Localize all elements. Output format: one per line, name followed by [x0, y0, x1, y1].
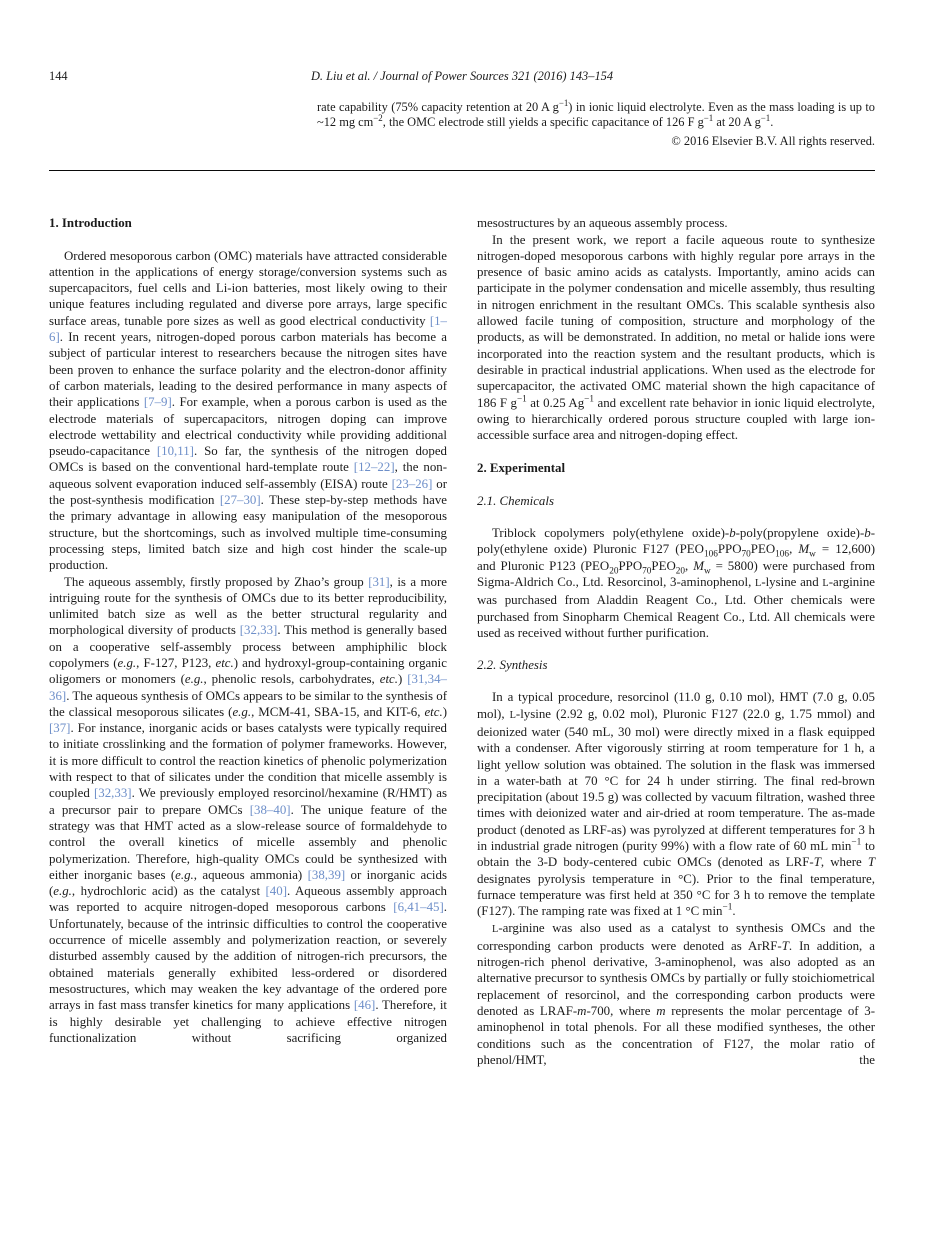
text-run: . The unique feature of the strategy was that HMT acted as a slow-release source of formaldehyde to control the overall kinetics of micelle assembly and phenolic polymerization. Therefore, high-quality OMCs could be synthesized with either inorganic bases ( — [49, 802, 447, 882]
citation-link[interactable]: [23–26] — [391, 476, 433, 491]
abstract-continuation — [317, 97, 875, 149]
text-run: . These step-by-step methods have the primary advantage in allowing easy manipulation of the mesoporous structure, but the shortcomings, such as involved multiple time-consuming processing steps, limited batch size and high cost hinder the scale-up production. — [49, 493, 447, 573]
text-run: −1 — [722, 902, 733, 913]
text-run: , the OMC electrode still yields a specific capacitance of 126 F g — [382, 115, 704, 130]
text-run: 106 — [775, 549, 790, 560]
text-run: The aqueous assembly, firstly proposed by Zhao’s group — [64, 574, 369, 589]
article-body — [49, 215, 875, 1068]
text-run: etc. — [215, 656, 234, 670]
citation-link[interactable]: [12–22] — [353, 460, 395, 475]
text-run: designates pyrolysis temperature in °C). Prior to the final temperature, furnace temperature was first held at 350 °C for 3 h to remove the template (F127). The ramping rate was fixed at 1 °C min — [477, 871, 875, 919]
text-run: . — [770, 115, 774, 130]
text-run: rate capability (75% capacity retention at 20 A g — [317, 100, 559, 114]
text-run: , where — [820, 855, 868, 870]
citation-link[interactable]: [40] — [265, 884, 287, 899]
text-run: −1 — [851, 837, 862, 848]
text-run: or inorganic acids ( — [49, 867, 447, 899]
copyright-notice: © 2016 Elsevier B.V. All rights reserved. — [671, 134, 875, 149]
subsection-heading: 2.1. Chemicals — [477, 493, 554, 508]
paragraph — [477, 689, 875, 919]
text-run: e.g. — [184, 672, 204, 687]
text-run: = 12,600) and Pluronic P123 (PEO — [477, 542, 875, 573]
citation-link[interactable]: [37] — [49, 721, 71, 736]
text-run: . Aqueous assembly approach was reported to acquire nitrogen-doped mesoporous carbons — [49, 884, 447, 915]
text-run: −1 — [516, 394, 527, 405]
text-run: −1 — [584, 394, 595, 405]
text-run: M — [798, 542, 810, 557]
text-run: T — [813, 855, 821, 870]
text-run: or the post-synthesis modification — [49, 476, 447, 508]
text-run: −1 — [760, 112, 771, 123]
text-run: T — [781, 938, 789, 953]
text-run: L — [492, 923, 499, 935]
text-run: 20 — [609, 566, 619, 577]
text-run: . For instance, inorganic acids or bases catalysts were typically required to initiate crosslinking and the formation of polymer frameworks. However, it is more difficult to control the reaction kinetics of phenolic polymerization with respect to that of silicates under the condition that micelle assembly is coupled — [49, 721, 447, 801]
text-run: to obtain the 3-D body-centered cubic OMCs (denoted as LRF- — [477, 839, 875, 870]
text-run: PEO — [750, 542, 776, 557]
text-run: . We previously employed resorcinol/hexamine (R/HMT) as a precursor pair to prepare OMCs — [49, 786, 447, 817]
text-run: , is a more intriguing route for the synthesis of OMCs due to its better reproducibility, unlimited batch size as well as the better structural regularity and morphological diversity of products — [49, 574, 447, 638]
citation-link[interactable]: [38–40] — [249, 802, 291, 817]
paragraph — [49, 574, 447, 1047]
text-run: −1 — [703, 112, 714, 123]
citation-link[interactable]: [6,41–45] — [393, 900, 444, 915]
text-run: . — [732, 904, 736, 919]
text-run: 20 — [675, 566, 686, 577]
text-run: In a typical procedure, resorcinol (11.0 g, 0.10 mol), HMT (7.0 g, 0.05 mol), — [477, 690, 875, 721]
left-column — [49, 215, 447, 1068]
text-run: -lysine (2.92 g, 0.02 mol), Pluronic F127 (22.0 g, 1.75 mmol) and deionized water (540 mL, 30 mol) were directly mixed in a flask equipped with a condenser. After vigorously stirring at room temperature for 1 h, a light yellow solution was obtained. The solution in the flask was immersed in a water-bath at 70 °C for 24 h under stirring. The final red-brown precipitation (about 19.5 g) was collected by vacuum filtration, washed three times with deionized water and air-dried at room temperature. The as-made product (denoted as LRF-as) was pyrolyzed at different temperatures for 3 h in industrial grade nitrogen (purity 99%) with a flow rate of 60 mL min — [477, 706, 876, 854]
subsection-heading: 2.2. Synthesis — [477, 658, 548, 673]
text-run: 70 — [741, 549, 751, 560]
text-run: e.g. — [232, 704, 252, 719]
text-run: and excellent rate behavior in ionic liquid electrolyte, owing to hierarchically ordered porous structure coupled with large ion-accessible surface area and nitrogen-doping effect. — [477, 395, 875, 443]
text-run: , the non-aqueous solvent evaporation induced self-assembly (EISA) route — [49, 460, 448, 491]
text-run: represents the molar percentage of 3-aminophenol in total phenols. For all these modified syntheses, the other conditions such as the concentration of F127, the molar ratio of phenol/HMT, the — [477, 1004, 876, 1067]
text-run: = 5800) were purchased from Sigma-Aldrich Co., Ltd. Resorcinol, 3-aminophenol, — [477, 558, 875, 589]
text-run: -arginine was also used as a catalyst to synthesis OMCs and the corresponding carbon products were denoted as ArRF- — [477, 920, 875, 953]
text-run: mesostructures by an aqueous assembly process. — [477, 216, 728, 231]
text-run: -poly(propylene oxide)- — [735, 526, 865, 541]
page-number: 144 — [49, 69, 68, 83]
text-run: . The aqueous synthesis of OMCs appears to be similar to the synthesis of the classical mesoporous silicates ( — [49, 688, 447, 719]
text-run: w — [809, 549, 816, 560]
abstract-text — [317, 97, 875, 130]
section-heading: 1. Introduction — [49, 216, 132, 231]
text-run: e.g. — [175, 867, 194, 882]
text-run: Ordered mesoporous carbon (OMC) materials have attracted considerable attention in the applications of energy storage/conversion systems such as supercapacitors, fuel cells and Li-ion batteries, most likely owing to their unique features including regulated and diverse pore arrays, large specific surface areas, tunable pore sizes as well as good electrical conductivity — [49, 248, 447, 328]
text-run: m — [656, 1004, 666, 1019]
text-run: -arginine was purchased from Aladdin Reagent Co., Ltd. Other chemicals were purchased from Sinopharm Chemical Reagent Co., Ltd. All chemicals were used as received without further purification. — [477, 574, 875, 640]
header-divider — [49, 170, 875, 171]
text-run: PPO — [717, 542, 742, 557]
citation-link[interactable]: [38,39] — [307, 867, 346, 882]
paragraph — [477, 232, 875, 444]
right-column — [477, 215, 875, 1068]
citation-link[interactable]: [10,11] — [156, 444, 194, 459]
text-run: PEO — [651, 558, 676, 573]
text-run: , — [685, 558, 694, 573]
text-run: ) — [442, 704, 447, 719]
section-heading: 2. Experimental — [477, 461, 566, 476]
text-run: , aqueous ammonia) — [193, 867, 308, 882]
paragraph — [477, 920, 875, 1069]
text-run: -lysine and — [761, 574, 823, 589]
text-run: . In addition, a nitrogen-rich phenol derivative, 3-aminophenol, was also adopted as an alternative precursor to synthesis OMCs by partially or fully stoichiometrical replacement of resorcinol, and the corresponding carbon products were denoted as LRAF- — [477, 938, 875, 1019]
text-run: L — [509, 709, 516, 721]
text-run: -700, where — [586, 1004, 657, 1019]
citation-link[interactable]: [46] — [353, 998, 376, 1013]
citation-link[interactable]: [27–30] — [219, 493, 261, 508]
text-run: . For example, when a porous carbon is used as the electrode materials of supercapacitors, nitrogen doping can improve electrode wettability and electrical conductivity while providing additional pseudo-capacitance — [49, 395, 448, 459]
text-run: etc. — [424, 704, 443, 719]
text-run: , hydrochloric acid) as the catalyst — [71, 884, 266, 899]
text-run: In the present work, we report a facile aqueous route to synthesize nitrogen-doped mesoporous carbons with highly regular pore arrays in the presence of basic amino acids as catalysts. Importantly, amino acids can participate in the polymer condensation and micelle assembly, thus resulting in nitrogen enrichment in the resultant OMCs. This scalable synthesis also allowed facile tuning of composition, structure and morphology of the products, as will be demonstrated. In addition, no metal or halide ions were incorporated into the reaction system and the resultant products, which is desirable in practical industrial applications. When used as the electrode for supercapacitor, the activated OMC material shown the high capacitance of 186 F g — [477, 232, 875, 410]
text-run: at 0.25 Ag — [526, 395, 585, 410]
text-run: b — [864, 526, 871, 541]
text-run: −1 — [558, 97, 569, 108]
text-run: . In recent years, nitrogen-doped porous carbon materials has become a subject of particular interest to researchers because the nitrogen sites have been proven to enhance the surface polarity and the electron-donor affinity of carbon materials, leading to the desired performance in many aspects of their applications — [49, 330, 447, 410]
citation-link[interactable]: [1–6] — [49, 313, 447, 345]
text-run: L — [755, 577, 762, 589]
text-run: 106 — [703, 549, 718, 560]
text-run: , F-127, P123, — [136, 656, 216, 670]
text-run: . So far, the synthesis of the nitrogen doped OMCs is based on the conventional hard-template route — [49, 444, 447, 475]
text-run: . This method is generally based on a cooperative self-assembly process between amphiphilic block copolymers ( — [49, 623, 448, 670]
journal-reference: D. Liu et al. / Journal of Power Sources 321 (2016) 143–154 — [310, 69, 614, 83]
citation-link[interactable]: [32,33] — [239, 623, 278, 638]
text-run: M — [693, 558, 704, 573]
text-run: w — [703, 566, 711, 577]
paragraph — [477, 215, 875, 231]
text-run: e.g. — [117, 656, 137, 670]
running-header — [49, 69, 875, 83]
text-run: ) — [398, 672, 408, 687]
text-run: ) in ionic liquid electrolyte. Even as the mass loading is up to ~12 mg cm — [317, 100, 875, 130]
text-run: ) and hydroxyl-group-containing organic oligomers or monomers ( — [49, 656, 447, 687]
text-run: , MCM-41, SBA-15, and KIT-6, — [251, 704, 425, 719]
text-run: m — [577, 1004, 587, 1019]
text-run: , phenolic resols, carbohydrates, — [203, 672, 380, 687]
text-run: T — [867, 855, 875, 870]
paragraph — [49, 248, 447, 574]
text-run: . Therefore, it is highly desirable yet challenging to achieve effective nitrogen functionalization without sacrificing organized — [49, 998, 447, 1045]
text-run: , — [789, 542, 799, 557]
text-run: Triblock copolymers poly(ethylene oxide)- — [492, 526, 730, 541]
text-run: 70 — [642, 566, 652, 577]
citation-link[interactable]: [31] — [368, 574, 390, 589]
text-run: −2 — [373, 112, 383, 123]
text-run: . Unfortunately, because of the intrinsic difficulties to control the cooperative occurrence of micelle assembly and polymerization reaction, or severely disturbed assembly caused by the addition of nitrogen-rich precursors, the obtained materials generally exhibited less-ordered or disordered mesostructures, which may weaken the key advantage of the ordered pore arrays in fast mass transfer kinetics for many applications — [49, 900, 447, 1013]
text-run: at 20 A g — [713, 115, 761, 130]
citation-link[interactable]: [31,34–36] — [49, 672, 447, 703]
text-run: PPO — [618, 558, 643, 573]
text-run: etc. — [379, 672, 398, 687]
text-run: -poly(ethylene oxide) Pluronic F127 (PEO — [477, 526, 875, 557]
citation-link[interactable]: [32,33] — [93, 786, 132, 801]
citation-link[interactable]: [7–9] — [143, 395, 172, 410]
text-run: e.g. — [53, 884, 72, 899]
text-run: L — [822, 577, 829, 589]
paragraph — [477, 525, 875, 641]
text-run: b — [729, 526, 736, 541]
